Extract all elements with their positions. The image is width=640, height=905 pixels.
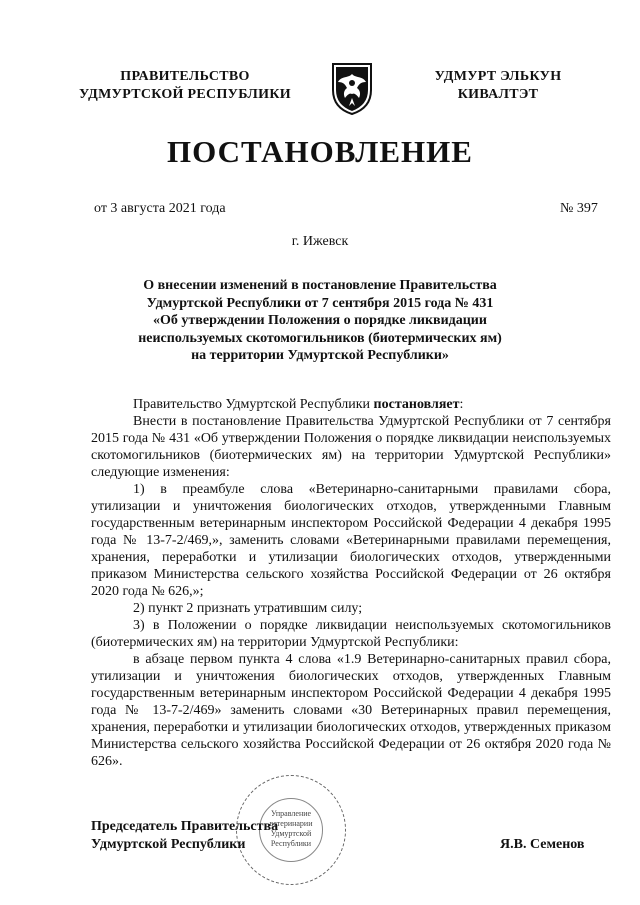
document-date: от 3 августа 2021 года: [94, 201, 226, 216]
body-paragraph-5: в абзаце первом пункта 4 слова «1.9 Ветеринарно-санитарных правил сбора, утилизации и уничтожения биологических отходов, утвержденных Главным государственным ветеринарным инспектором Российской Федерации 4 декабря 1995 года № 13-7-2/469» заменить словами «30 Ветеринарных правил перемещения, хранения, переработки и утилизации биологических отходов, утвержденных приказом Министерства сельского хозяйства Российской Федерации от 26 октября 2020 года № 626».: [91, 652, 611, 769]
subject-line: неиспользуемых скотомогильников (биотермических ям): [138, 330, 502, 346]
document-number: № 397: [560, 201, 598, 216]
header-right-line2: КИВАЛТЭТ: [457, 87, 539, 102]
document-subject: [110, 277, 530, 365]
header-left-line2: УДМУРТСКОЙ РЕСПУБЛИКИ: [79, 87, 291, 102]
signature-line2: Удмуртской Республики: [91, 837, 246, 852]
subject-line: «Об утверждении Положения о порядке ликвидации: [153, 313, 487, 328]
subject-line: Удмуртской Республики от 7 сентября 2015 года № 431: [146, 295, 494, 311]
body-paragraph-3: 2) пункт 2 признать утратившим силу;: [133, 601, 363, 616]
header-right: [398, 68, 598, 104]
body-paragraph-1: Внести в постановление Правительства Удмуртской Республики от 7 сентября 2015 года № 431 «Об утверждении Положения о порядке ликвидации неиспользуемых скотомогильников (биотермических ям) на территории Удмуртской Республики» следующие изменения:: [91, 414, 611, 480]
subject-line: на территории Удмуртской Республики»: [191, 348, 449, 363]
document-body: [91, 396, 611, 770]
body-intro-bold: постановляет: [373, 397, 460, 412]
signature-name: Я.В. Семенов: [500, 837, 585, 852]
body-paragraph-2: 1) в преамбуле слова «Ветеринарно-санитарными правилами сбора, утилизации и уничтожения биологических отходов, утвержденными Главным государственным ветеринарным инспектором Российской Федерации 4 декабря 1995 года № 13-7-2/469,», заменить словами «Ветеринарными правилами перемещения, хранения, переработки и утилизации биологических отходов, утвержденными приказом Министерства сельского хозяйства Российской Федерации от 26 октября 2020 года № 626,»;: [91, 482, 611, 599]
subject-line: О внесении изменений в постановление Правительства: [143, 278, 497, 293]
udmurt-coat-of-arms-icon: [329, 60, 375, 116]
signature-position: [91, 818, 278, 854]
document-city: г. Ижевск: [291, 234, 349, 249]
document-title: ПОСТАНОВЛЕНИЕ: [167, 134, 473, 169]
header-left-line1: ПРАВИТЕЛЬСТВО: [120, 69, 250, 84]
header-left: [60, 68, 310, 104]
header-right-line1: УДМУРТ ЭЛЬКУН: [434, 69, 562, 84]
body-intro: Правительство Удмуртской Республики постановляет:: [133, 397, 464, 412]
seal-text: Управление ветеринарии Удмуртской Республики: [269, 809, 313, 848]
signature-line1: Председатель Правительства: [91, 819, 279, 834]
body-paragraph-4: 3) в Положении о порядке ликвидации неиспользуемых скотомогильников (биотермических ям) на территории Удмуртской Республики:: [91, 618, 611, 650]
